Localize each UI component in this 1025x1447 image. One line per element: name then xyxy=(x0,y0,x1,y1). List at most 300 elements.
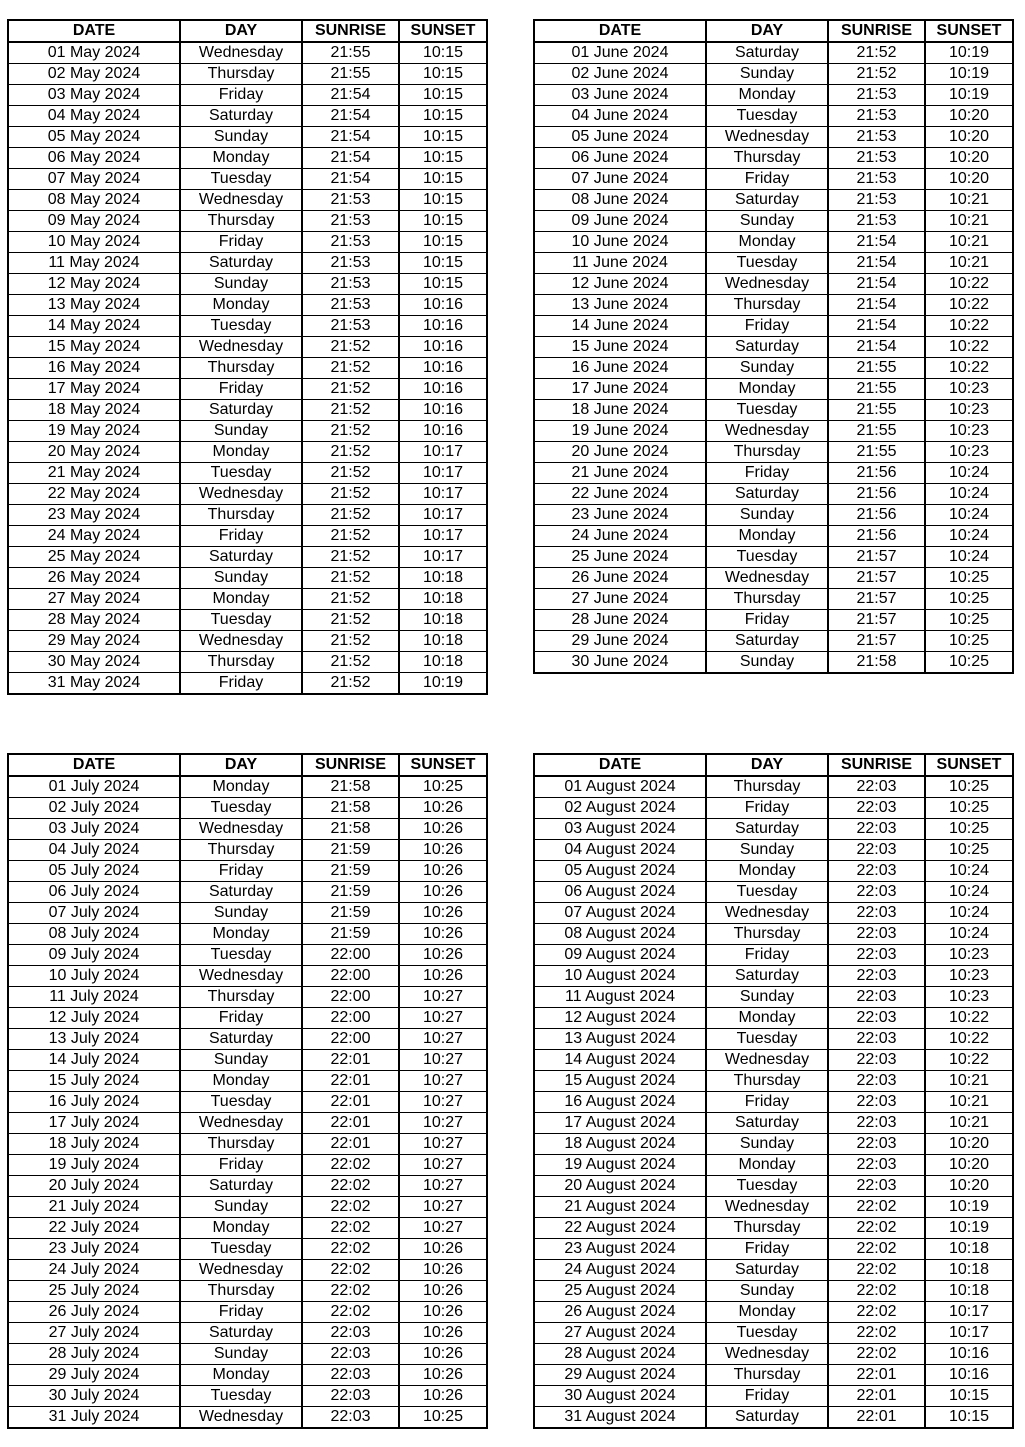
sunrise-cell: 22:02 xyxy=(302,1197,399,1218)
table-row xyxy=(534,1407,1013,1429)
sunset-cell: 10:26 xyxy=(399,819,487,840)
table-row xyxy=(8,966,487,987)
sunset-cell: 10:20 xyxy=(925,106,1013,127)
table-row xyxy=(8,1386,487,1407)
sunset-cell: 10:17 xyxy=(399,526,487,547)
table-row xyxy=(534,484,1013,505)
sunrise-cell: 21:52 xyxy=(302,463,399,484)
sunset-cell: 10:22 xyxy=(925,358,1013,379)
sunrise-cell: 21:54 xyxy=(302,127,399,148)
sunrise-cell: 22:02 xyxy=(828,1281,925,1302)
sunrise-cell: 21:55 xyxy=(828,379,925,400)
sunrise-cell: 22:01 xyxy=(828,1407,925,1429)
sunrise-cell: 21:55 xyxy=(828,421,925,442)
sunset-cell: 10:18 xyxy=(399,631,487,652)
day-cell: Saturday xyxy=(180,253,302,274)
day-cell: Friday xyxy=(180,1155,302,1176)
date-cell: 15 June 2024 xyxy=(534,337,706,358)
day-cell: Wednesday xyxy=(180,42,302,64)
sunrise-header: SUNRISE xyxy=(302,754,399,776)
day-cell: Wednesday xyxy=(180,1113,302,1134)
sunset-cell: 10:20 xyxy=(925,127,1013,148)
sunrise-cell: 22:02 xyxy=(302,1176,399,1197)
sunrise-cell: 21:52 xyxy=(302,421,399,442)
sunset-cell: 10:24 xyxy=(925,882,1013,903)
sunrise-cell: 22:03 xyxy=(828,966,925,987)
sunset-header: SUNSET xyxy=(399,754,487,776)
date-cell: 30 May 2024 xyxy=(8,652,180,673)
sunrise-cell: 21:56 xyxy=(828,505,925,526)
sunset-cell: 10:25 xyxy=(399,776,487,798)
table-row xyxy=(8,1176,487,1197)
sunrise-cell: 21:53 xyxy=(828,106,925,127)
sunset-cell: 10:19 xyxy=(925,1197,1013,1218)
day-cell: Wednesday xyxy=(706,903,828,924)
table-row xyxy=(534,127,1013,148)
date-cell: 31 May 2024 xyxy=(8,673,180,695)
day-cell: Tuesday xyxy=(180,610,302,631)
date-cell: 22 June 2024 xyxy=(534,484,706,505)
date-cell: 01 June 2024 xyxy=(534,42,706,64)
day-cell: Wednesday xyxy=(180,337,302,358)
sunrise-cell: 22:03 xyxy=(828,776,925,798)
sunrise-cell: 21:52 xyxy=(302,673,399,695)
day-cell: Monday xyxy=(180,148,302,169)
sunset-cell: 10:16 xyxy=(399,358,487,379)
table-row xyxy=(534,400,1013,421)
table-row xyxy=(8,442,487,463)
sunrise-cell: 21:54 xyxy=(828,274,925,295)
table-row xyxy=(8,945,487,966)
day-cell: Saturday xyxy=(706,631,828,652)
sunset-cell: 10:19 xyxy=(399,673,487,695)
date-cell: 30 July 2024 xyxy=(8,1386,180,1407)
sunset-cell: 10:27 xyxy=(399,1071,487,1092)
sunset-cell: 10:17 xyxy=(399,505,487,526)
day-cell: Monday xyxy=(180,924,302,945)
table-row xyxy=(8,1281,487,1302)
date-cell: 24 May 2024 xyxy=(8,526,180,547)
day-header: DAY xyxy=(706,20,828,42)
table-row xyxy=(534,568,1013,589)
date-cell: 01 May 2024 xyxy=(8,42,180,64)
sunrise-cell: 21:52 xyxy=(302,358,399,379)
sunset-cell: 10:21 xyxy=(925,1071,1013,1092)
date-cell: 10 May 2024 xyxy=(8,232,180,253)
table-row xyxy=(534,1092,1013,1113)
sunset-cell: 10:15 xyxy=(399,274,487,295)
sunset-cell: 10:27 xyxy=(399,1134,487,1155)
date-cell: 10 July 2024 xyxy=(8,966,180,987)
date-cell: 02 July 2024 xyxy=(8,798,180,819)
day-cell: Saturday xyxy=(180,1323,302,1344)
day-cell: Friday xyxy=(706,463,828,484)
table-row xyxy=(534,358,1013,379)
table-row xyxy=(8,253,487,274)
day-cell: Wednesday xyxy=(706,1344,828,1365)
table-row xyxy=(534,1218,1013,1239)
table-row xyxy=(534,610,1013,631)
day-cell: Saturday xyxy=(180,400,302,421)
table-row xyxy=(534,1386,1013,1407)
date-cell: 07 August 2024 xyxy=(534,903,706,924)
header-row xyxy=(534,754,1013,776)
table-row xyxy=(534,106,1013,127)
sunset-cell: 10:25 xyxy=(925,610,1013,631)
date-cell: 17 June 2024 xyxy=(534,379,706,400)
day-cell: Thursday xyxy=(180,1281,302,1302)
day-cell: Sunday xyxy=(706,1134,828,1155)
sunset-cell: 10:18 xyxy=(925,1239,1013,1260)
sunset-cell: 10:22 xyxy=(925,274,1013,295)
sunrise-cell: 22:03 xyxy=(828,1155,925,1176)
table-row xyxy=(534,1008,1013,1029)
sunset-cell: 10:15 xyxy=(399,85,487,106)
day-cell: Friday xyxy=(706,1239,828,1260)
sunset-cell: 10:22 xyxy=(925,295,1013,316)
date-cell: 14 May 2024 xyxy=(8,316,180,337)
sunrise-cell: 22:02 xyxy=(828,1344,925,1365)
date-cell: 24 June 2024 xyxy=(534,526,706,547)
sunrise-cell: 22:02 xyxy=(302,1260,399,1281)
sunset-cell: 10:17 xyxy=(925,1323,1013,1344)
table-row xyxy=(8,127,487,148)
date-cell: 06 July 2024 xyxy=(8,882,180,903)
sunset-cell: 10:22 xyxy=(925,1050,1013,1071)
table-row xyxy=(534,232,1013,253)
date-cell: 23 July 2024 xyxy=(8,1239,180,1260)
table-row xyxy=(534,547,1013,568)
day-cell: Friday xyxy=(706,798,828,819)
sunset-cell: 10:16 xyxy=(399,337,487,358)
day-cell: Tuesday xyxy=(706,1029,828,1050)
date-cell: 19 July 2024 xyxy=(8,1155,180,1176)
table-row xyxy=(8,1344,487,1365)
sunrise-cell: 22:03 xyxy=(828,798,925,819)
table-row xyxy=(8,358,487,379)
day-cell: Thursday xyxy=(706,442,828,463)
day-cell: Tuesday xyxy=(706,400,828,421)
day-cell: Saturday xyxy=(706,1407,828,1429)
date-cell: 07 June 2024 xyxy=(534,169,706,190)
sunrise-cell: 21:52 xyxy=(302,400,399,421)
date-cell: 13 June 2024 xyxy=(534,295,706,316)
day-cell: Tuesday xyxy=(180,463,302,484)
sunrise-cell: 22:01 xyxy=(828,1386,925,1407)
sunset-cell: 10:25 xyxy=(925,840,1013,861)
date-cell: 08 June 2024 xyxy=(534,190,706,211)
day-cell: Saturday xyxy=(706,819,828,840)
table-row xyxy=(534,379,1013,400)
day-cell: Tuesday xyxy=(180,798,302,819)
sunset-cell: 10:18 xyxy=(399,610,487,631)
day-cell: Saturday xyxy=(706,1260,828,1281)
sunset-cell: 10:23 xyxy=(925,945,1013,966)
table-row xyxy=(534,840,1013,861)
date-cell: 05 July 2024 xyxy=(8,861,180,882)
date-cell: 15 July 2024 xyxy=(8,1071,180,1092)
sunrise-cell: 22:00 xyxy=(302,1029,399,1050)
table-row xyxy=(534,1071,1013,1092)
date-cell: 16 June 2024 xyxy=(534,358,706,379)
day-cell: Friday xyxy=(180,1008,302,1029)
date-cell: 22 May 2024 xyxy=(8,484,180,505)
day-cell: Sunday xyxy=(706,64,828,85)
day-cell: Saturday xyxy=(180,1029,302,1050)
day-cell: Monday xyxy=(706,861,828,882)
sunset-cell: 10:25 xyxy=(925,652,1013,674)
sunrise-cell: 22:02 xyxy=(828,1218,925,1239)
sunrise-cell: 22:03 xyxy=(828,1071,925,1092)
sunset-cell: 10:27 xyxy=(399,987,487,1008)
sunset-cell: 10:17 xyxy=(399,442,487,463)
sunset-cell: 10:24 xyxy=(925,861,1013,882)
may-table xyxy=(7,19,488,695)
date-cell: 24 August 2024 xyxy=(534,1260,706,1281)
day-cell: Saturday xyxy=(706,42,828,64)
table-row xyxy=(534,1050,1013,1071)
sunrise-cell: 22:03 xyxy=(302,1323,399,1344)
sunrise-cell: 21:57 xyxy=(828,589,925,610)
sunset-cell: 10:17 xyxy=(925,1302,1013,1323)
sunrise-cell: 21:59 xyxy=(302,861,399,882)
date-cell: 09 May 2024 xyxy=(8,211,180,232)
date-cell: 04 July 2024 xyxy=(8,840,180,861)
sunrise-cell: 21:53 xyxy=(828,190,925,211)
sunset-cell: 10:27 xyxy=(399,1155,487,1176)
day-cell: Thursday xyxy=(180,505,302,526)
day-cell: Thursday xyxy=(180,1134,302,1155)
sunset-cell: 10:25 xyxy=(925,631,1013,652)
table-row xyxy=(534,1155,1013,1176)
sunrise-cell: 21:58 xyxy=(828,652,925,674)
sunset-cell: 10:18 xyxy=(925,1281,1013,1302)
table-row xyxy=(534,1281,1013,1302)
table-row xyxy=(8,295,487,316)
sunrise-cell: 22:02 xyxy=(828,1260,925,1281)
day-cell: Tuesday xyxy=(180,1386,302,1407)
table-row xyxy=(534,1260,1013,1281)
sunrise-cell: 22:02 xyxy=(828,1302,925,1323)
table-row xyxy=(534,652,1013,674)
sunset-cell: 10:27 xyxy=(399,1029,487,1050)
date-cell: 27 June 2024 xyxy=(534,589,706,610)
sunset-cell: 10:19 xyxy=(925,42,1013,64)
table-row xyxy=(534,463,1013,484)
table-row xyxy=(534,274,1013,295)
date-cell: 20 June 2024 xyxy=(534,442,706,463)
date-cell: 30 June 2024 xyxy=(534,652,706,674)
table-row xyxy=(534,148,1013,169)
day-cell: Tuesday xyxy=(706,106,828,127)
sunrise-cell: 21:54 xyxy=(302,169,399,190)
sunrise-cell: 21:53 xyxy=(302,253,399,274)
date-cell: 27 August 2024 xyxy=(534,1323,706,1344)
day-cell: Sunday xyxy=(180,1344,302,1365)
day-cell: Monday xyxy=(706,1155,828,1176)
sunset-cell: 10:23 xyxy=(925,442,1013,463)
day-cell: Wednesday xyxy=(706,274,828,295)
table-row xyxy=(8,1029,487,1050)
day-cell: Thursday xyxy=(180,211,302,232)
sunrise-cell: 22:03 xyxy=(828,1113,925,1134)
day-cell: Wednesday xyxy=(180,966,302,987)
sunrise-cell: 22:01 xyxy=(828,1365,925,1386)
sunset-cell: 10:21 xyxy=(925,211,1013,232)
sunset-cell: 10:17 xyxy=(399,547,487,568)
date-cell: 02 June 2024 xyxy=(534,64,706,85)
date-cell: 05 August 2024 xyxy=(534,861,706,882)
sunset-cell: 10:26 xyxy=(399,861,487,882)
sunrise-cell: 22:03 xyxy=(828,945,925,966)
day-cell: Thursday xyxy=(180,987,302,1008)
date-cell: 16 May 2024 xyxy=(8,358,180,379)
sunrise-cell: 21:52 xyxy=(828,64,925,85)
sunrise-cell: 21:55 xyxy=(828,400,925,421)
date-cell: 02 May 2024 xyxy=(8,64,180,85)
july-table xyxy=(7,753,488,1429)
date-cell: 28 August 2024 xyxy=(534,1344,706,1365)
sunset-cell: 10:21 xyxy=(925,1092,1013,1113)
sunset-cell: 10:24 xyxy=(925,463,1013,484)
table-row xyxy=(534,337,1013,358)
table-row xyxy=(8,1302,487,1323)
sunset-cell: 10:23 xyxy=(925,379,1013,400)
sunset-cell: 10:16 xyxy=(399,379,487,400)
day-cell: Tuesday xyxy=(706,547,828,568)
sunrise-cell: 21:53 xyxy=(302,316,399,337)
sunrise-cell: 21:54 xyxy=(302,106,399,127)
sunrise-cell: 22:02 xyxy=(302,1239,399,1260)
august-table xyxy=(533,753,1014,1429)
table-row xyxy=(534,64,1013,85)
table-row xyxy=(8,903,487,924)
date-cell: 13 August 2024 xyxy=(534,1029,706,1050)
sunset-cell: 10:26 xyxy=(399,1281,487,1302)
day-cell: Wednesday xyxy=(180,484,302,505)
table-row xyxy=(534,987,1013,1008)
sunset-cell: 10:26 xyxy=(399,924,487,945)
table-row xyxy=(8,1239,487,1260)
day-cell: Thursday xyxy=(706,295,828,316)
sunset-cell: 10:17 xyxy=(399,484,487,505)
sunset-cell: 10:24 xyxy=(925,526,1013,547)
date-cell: 28 May 2024 xyxy=(8,610,180,631)
day-cell: Saturday xyxy=(706,190,828,211)
sunset-header: SUNSET xyxy=(925,20,1013,42)
sunrise-cell: 21:56 xyxy=(828,526,925,547)
date-cell: 24 July 2024 xyxy=(8,1260,180,1281)
sunrise-cell: 21:55 xyxy=(828,442,925,463)
date-cell: 19 May 2024 xyxy=(8,421,180,442)
sunset-cell: 10:24 xyxy=(925,484,1013,505)
table-row xyxy=(8,1407,487,1429)
table-row xyxy=(534,798,1013,819)
date-cell: 20 May 2024 xyxy=(8,442,180,463)
sunset-cell: 10:23 xyxy=(925,421,1013,442)
sunset-cell: 10:15 xyxy=(925,1386,1013,1407)
sunset-cell: 10:22 xyxy=(925,316,1013,337)
table-row xyxy=(8,547,487,568)
date-cell: 28 July 2024 xyxy=(8,1344,180,1365)
sunrise-cell: 21:56 xyxy=(828,463,925,484)
date-cell: 12 July 2024 xyxy=(8,1008,180,1029)
date-cell: 22 July 2024 xyxy=(8,1218,180,1239)
sunset-cell: 10:16 xyxy=(925,1365,1013,1386)
sunrise-cell: 22:03 xyxy=(828,987,925,1008)
date-cell: 08 August 2024 xyxy=(534,924,706,945)
table-row xyxy=(8,1218,487,1239)
day-cell: Tuesday xyxy=(180,316,302,337)
sunrise-cell: 21:53 xyxy=(302,274,399,295)
sunset-cell: 10:15 xyxy=(399,42,487,64)
table-row xyxy=(534,861,1013,882)
sunset-cell: 10:15 xyxy=(925,1407,1013,1429)
table-row xyxy=(534,169,1013,190)
table-row xyxy=(8,232,487,253)
sunset-cell: 10:20 xyxy=(925,169,1013,190)
table-row xyxy=(534,1344,1013,1365)
sunset-cell: 10:21 xyxy=(925,190,1013,211)
date-cell: 13 May 2024 xyxy=(8,295,180,316)
sunrise-cell: 21:53 xyxy=(828,211,925,232)
day-cell: Wednesday xyxy=(706,1050,828,1071)
day-cell: Thursday xyxy=(706,924,828,945)
day-cell: Monday xyxy=(706,85,828,106)
date-cell: 18 June 2024 xyxy=(534,400,706,421)
sunrise-cell: 21:54 xyxy=(302,148,399,169)
sunrise-cell: 22:00 xyxy=(302,945,399,966)
sunset-cell: 10:27 xyxy=(399,1092,487,1113)
day-cell: Friday xyxy=(180,526,302,547)
day-cell: Thursday xyxy=(706,776,828,798)
date-cell: 21 May 2024 xyxy=(8,463,180,484)
table-row xyxy=(534,966,1013,987)
sunrise-header: SUNRISE xyxy=(828,754,925,776)
day-cell: Friday xyxy=(180,861,302,882)
table-row xyxy=(8,106,487,127)
day-cell: Monday xyxy=(180,1218,302,1239)
sunrise-cell: 22:01 xyxy=(302,1134,399,1155)
date-cell: 27 May 2024 xyxy=(8,589,180,610)
sunrise-cell: 21:59 xyxy=(302,924,399,945)
table-row xyxy=(534,253,1013,274)
sunset-cell: 10:25 xyxy=(925,568,1013,589)
sunset-cell: 10:20 xyxy=(925,1176,1013,1197)
date-cell: 15 May 2024 xyxy=(8,337,180,358)
date-cell: 18 July 2024 xyxy=(8,1134,180,1155)
day-cell: Wednesday xyxy=(180,1407,302,1429)
sunrise-cell: 21:54 xyxy=(302,85,399,106)
table-row xyxy=(8,190,487,211)
table-row xyxy=(8,610,487,631)
sunrise-cell: 21:54 xyxy=(828,253,925,274)
date-cell: 03 July 2024 xyxy=(8,819,180,840)
day-cell: Thursday xyxy=(706,1218,828,1239)
sunrise-cell: 21:59 xyxy=(302,882,399,903)
sunrise-cell: 21:52 xyxy=(828,42,925,64)
date-cell: 20 August 2024 xyxy=(534,1176,706,1197)
table-row xyxy=(8,211,487,232)
sunset-cell: 10:26 xyxy=(399,1386,487,1407)
sunset-cell: 10:26 xyxy=(399,966,487,987)
sunrise-cell: 21:54 xyxy=(828,295,925,316)
date-cell: 14 August 2024 xyxy=(534,1050,706,1071)
sunset-cell: 10:22 xyxy=(925,337,1013,358)
sunset-cell: 10:18 xyxy=(399,568,487,589)
day-cell: Tuesday xyxy=(706,253,828,274)
day-cell: Wednesday xyxy=(706,568,828,589)
